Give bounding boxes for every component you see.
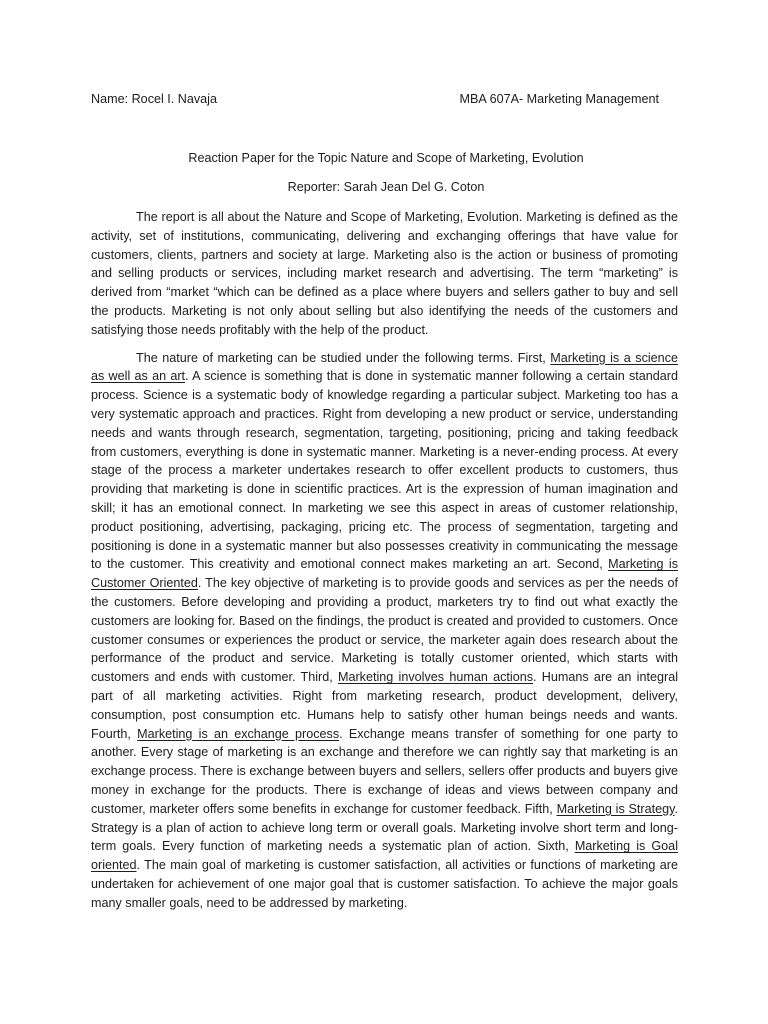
paragraph-2-text: . Exchange means transfer of something for one party to another. Every stage of marketing is an exchange and therefore we can rightly say that marketing is an exchange process. There is exchange between buyers and sellers, sellers offer products and buyers give money in exchange for the products. There is exchange of ideas and views between company and customer, marketer offers some benefits in exchange for customer feedback. Fifth, (91, 726, 678, 816)
term-human-actions: Marketing involves human actions (337, 670, 533, 685)
term-strategy: Marketing is Strategy (556, 801, 675, 816)
term-goal-oriented: Marketing is Goal oriented (91, 839, 678, 873)
paragraph-2-text: . A science is something that is done in systematic manner following a certain standard process. Science is a systematic body of knowledge regarding a particular subject. Marketing too has a very systematic approach and practices. Right from developing a new product or service, understanding needs and wants through research, segmentation, targeting, positioning, pricing and taking feedback from customers, everything is done in systematic manner. Marketing is a never-ending process. At every stage of the process a marketer undertakes research to offer excellent products to customers, thus providing that marketing is done in scientific practices. Art is the expression of human imagination and skill; it has an emotional connect. In marketing we see this aspect in areas of customer relationship, product positioning, advertising, packaging, pricing etc. The process of segmentation, targeting and positioning is done in a systematic manner but also possesses creativity in communicating the message to the customer. This creativity and emotional connect makes marketing an art. Second, (91, 369, 678, 572)
paragraph-2-text: . Humans are an integral part of all marketing activities. Right from marketing research, product development, delivery, consumption, post consumption etc. Humans help to satisfy other human beings needs and wants. Fourth, (91, 670, 678, 741)
term-customer-oriented: Marketing is Customer Oriented (91, 557, 679, 591)
document-header (91, 92, 681, 112)
paragraph-1: The report is all about the Nature and Scope of Marketing, Evolution. Marketing is defined as the activity, set of institutions, communicating, delivering and exchanging offerings that have value for customers, clients, partners and society at large. Marketing also is the action or business of promoting and selling products or services, including market research and advertising. The term “marketing” is derived from “market “which can be defined as a place where buyers and sellers gather to buy and sell the products. Marketing is not only about selling but also identifying the needs of the customers and satisfying those needs profitably with the help of the product. (91, 210, 678, 337)
term-science-and-art: Marketing is a science as well as an art (91, 350, 678, 384)
author-name: Name: Rocel I. Navaja (91, 92, 217, 106)
paragraph-2-text: The nature of marketing can be studied under the following terms. First, (136, 350, 551, 365)
course-title: MBA 607A- Marketing Management (459, 92, 659, 106)
reporter-line: Reporter: Sarah Jean Del G. Coton (287, 180, 485, 194)
paragraph-2-text: . Strategy is a plan of action to achieve long term or overall goals. Marketing involve short term and long-term goals. Every function of marketing needs a systematic plan of action. Sixth, (91, 801, 678, 854)
paragraph-2 (91, 349, 678, 913)
paper-title: Reaction Paper for the Topic Nature and Scope of Marketing, Evolution (188, 151, 584, 165)
term-exchange-process: Marketing is an exchange process (137, 726, 340, 741)
paragraph-2-text: . The main goal of marketing is customer satisfaction, all activities or functions of marketing are undertaken for achievement of one major goal that is customer satisfaction. To achieve the major goals many smaller goals, need to be addressed by marketing. (91, 858, 678, 910)
paragraph-2-text: . The key objective of marketing is to provide goods and services as per the needs of the customers. Before developing and providing a product, marketers try to find out what exactly the customers are looking for. Based on the findings, the product is created and provided to customers. Once customer consumes or experiences the product or service, the marketer again does research about the performance of the product and service. Marketing is totally customer oriented, which starts with customers and ends with customer. Third, (91, 576, 679, 685)
paper-body (91, 208, 678, 921)
